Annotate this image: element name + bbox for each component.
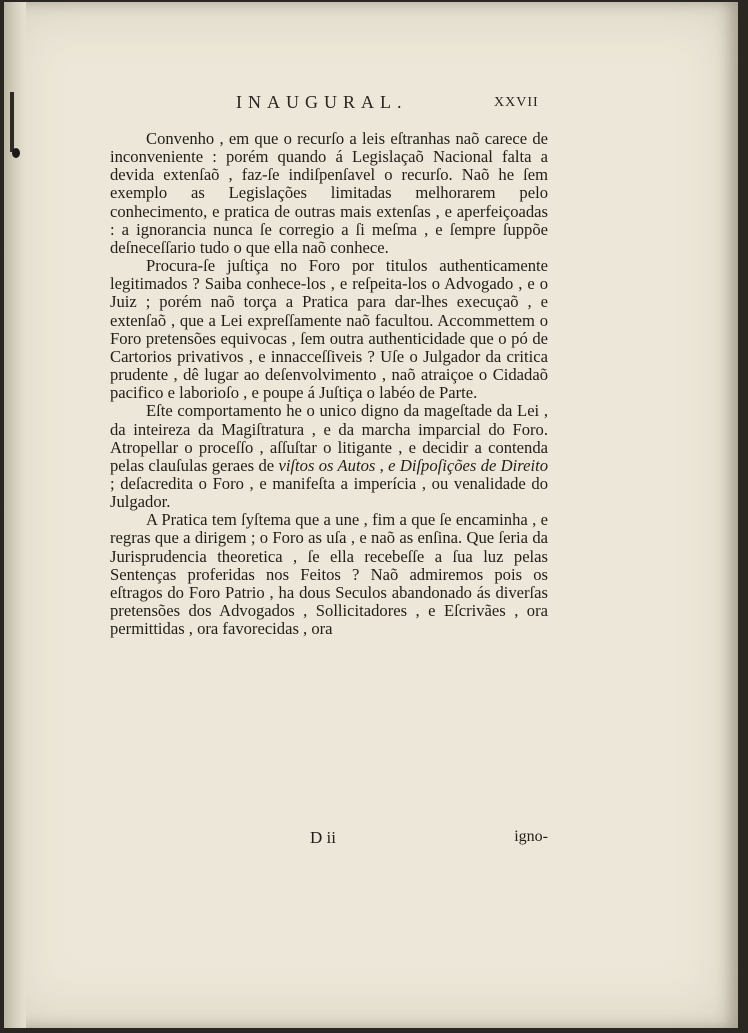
paragraph-3-italic-a: viſtos os Autos	[278, 455, 376, 475]
paragraph-3-text-a: Eſte comportamento he o unico digno da mageſtade da Lei , da inteireza da Magiſtratura , e da marcha imparcial do Foro. Atropellar o proceſſo , aſſuſtar o litigante , e decidir a contenda pelas clauſulas geraes de	[110, 401, 548, 475]
paragraph-1: Convenho , em que o recurſo a leis eſtranhas naõ carece de inconveniente : porém quando á Legislaçaõ Nacional falta a devida extenſaõ , faz-ſe indiſpenſavel o recurſo. Naõ he ſem exemplo as Legislações limitadas melhorarem pelo conhecimento, e pratica de outras mais extenſas , e aperfeiçoadas : a ignorancia nunca ſe corregio a ſi meſma , e ſempre ſuppõe deſneceſſario tudo o que ella naõ conhece.	[110, 129, 548, 257]
binding-mark	[10, 92, 14, 152]
paragraph-4: A Pratica tem ſyſtema que a une , fim a que ſe encaminha , e regras que a dirigem ; o Foro as uſa , e naõ as enſina. Que ſeria da Jurisprudencia theoretica , ſe ella recebeſſe a ſua luz pelas Sentenças proferidas nos Feitos ? Naõ admiremos pois os eſtragos do Foro Patrio , ha dous Seculos abandonado ás diverſas pretensões dos Advogados , Sollicitadores , e Eſcrivães , ora permittidas , ora favorecidas , ora	[110, 510, 548, 639]
paragraph-2: Procura-ſe juſtiça no Foro por titulos authenticamente legitimados ? Saiba conhece-los , e reſpeita-los o Advogado , e o Juiz ; porém naõ torça a Pratica para dar-lhes execuçaõ , e extenſaõ , que a Lei expreſſamente naõ facultou. Accommettem o Foro pretensões equivocas , ſem outra authenticidade que o pó de Cartorios privativos , e innacceſſiveis ? Uſe o Julgador da critica prudente , dê lugar ao deſenvolvimento , naõ atraiçoe o Cidadaõ pacifico e laborioſo , e poupe á Juſtiça o labéo de Parte.	[110, 256, 548, 403]
catchword: igno-	[514, 828, 548, 845]
paragraph-3	[110, 402, 548, 511]
binding-ink-spot	[12, 148, 20, 158]
page-footer	[110, 828, 548, 850]
running-title: INAUGURAL.	[236, 92, 408, 112]
paragraph-3-italic-b: e Diſpoſições de Direito	[388, 455, 549, 475]
paragraph-3-text-b: ,	[375, 455, 389, 475]
page-number: XXVII	[494, 95, 539, 110]
page-binding-edge	[4, 2, 26, 1028]
signature-mark: D ii	[310, 828, 336, 847]
book-page	[4, 2, 738, 1028]
page-header	[236, 92, 538, 114]
body-text	[110, 130, 548, 638]
paragraph-3-text-c: ; deſacredita o Foro , e manifeſta a imperícia , ou venalidade do Julgador.	[110, 473, 548, 512]
